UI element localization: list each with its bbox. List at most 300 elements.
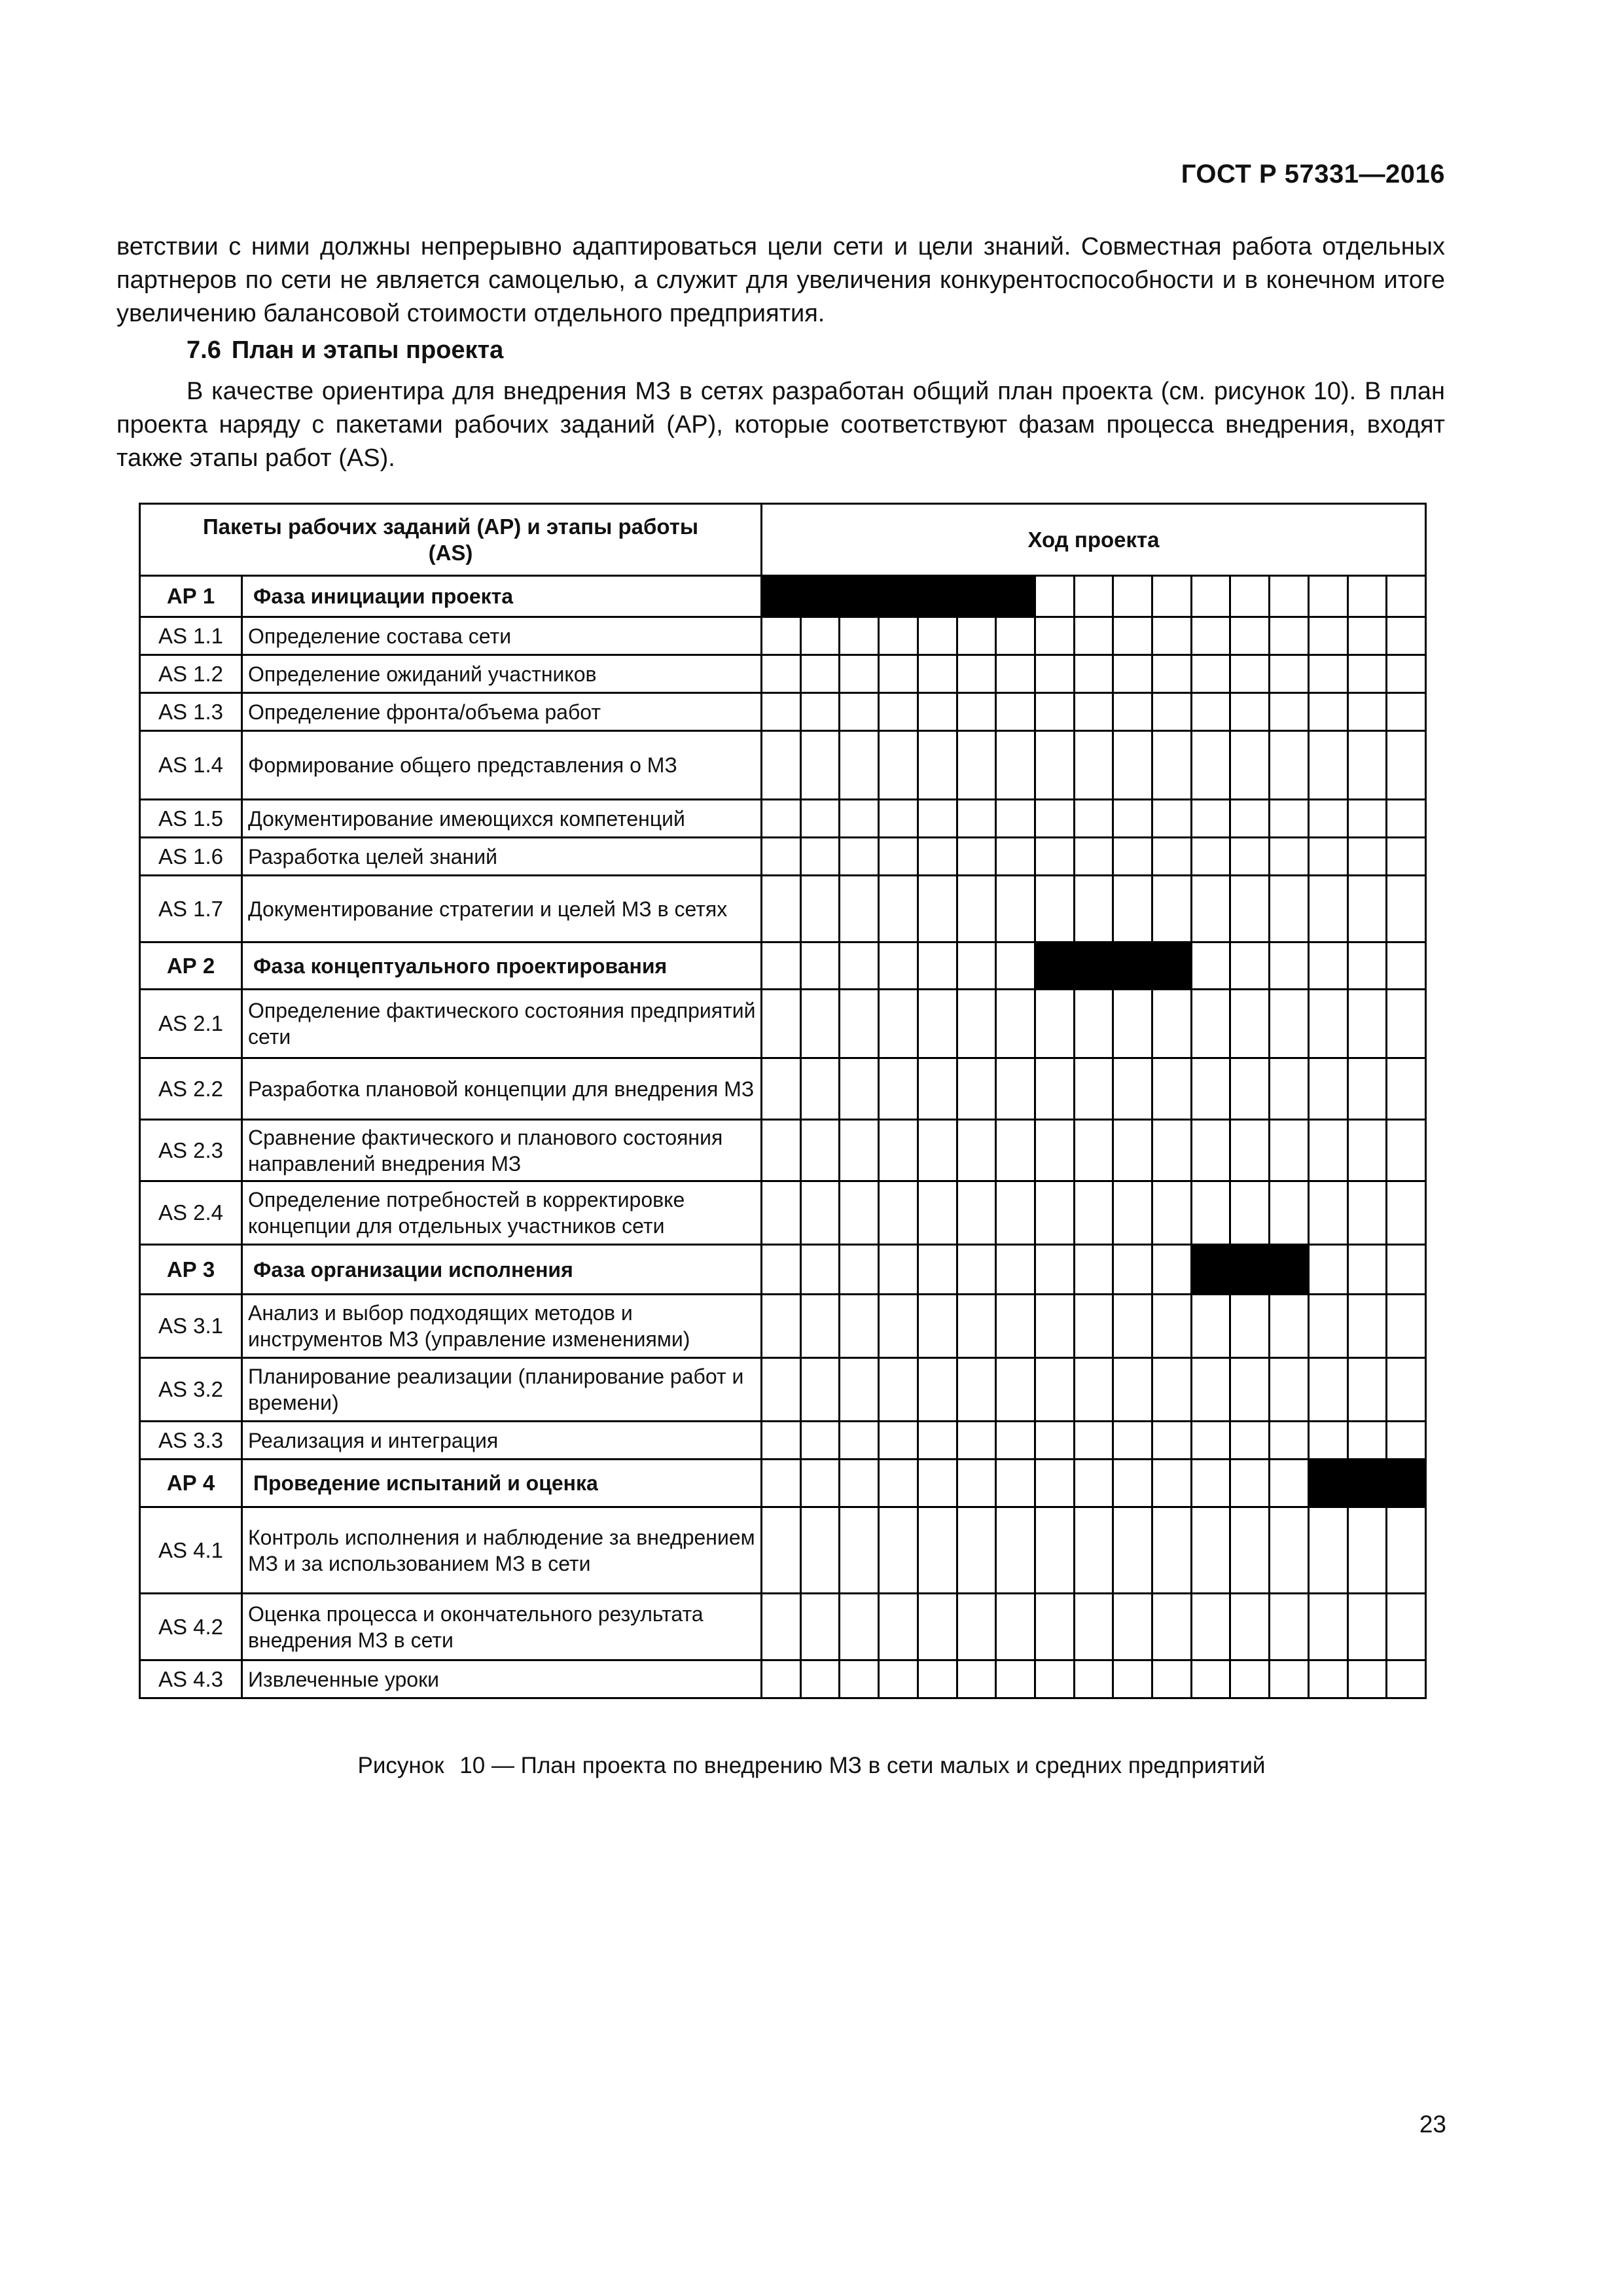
gantt-cell: [1152, 655, 1192, 693]
gantt-cell: [1347, 693, 1387, 731]
gantt-bar-cell: [1270, 1245, 1309, 1295]
gantt-cell: [996, 1460, 1035, 1507]
gantt-cell: [1387, 617, 1426, 655]
gantt-cell: [1074, 1120, 1113, 1181]
row-name: Определение состава сети: [242, 617, 762, 655]
gantt-cell: [1270, 1181, 1309, 1245]
gantt-cell: [1035, 617, 1074, 655]
gantt-cell: [1308, 800, 1347, 838]
row-name: Документирование стратегии и целей МЗ в сетях: [242, 876, 762, 942]
gantt-cell: [1191, 1460, 1230, 1507]
gantt-cell: [957, 1245, 996, 1295]
gantt-bar-cell: [918, 576, 957, 617]
gantt-cell: [1270, 1295, 1309, 1358]
gantt-cell: [1035, 731, 1074, 800]
row-name: Извлеченные уроки: [242, 1660, 762, 1698]
gantt-cell: [840, 1358, 879, 1422]
gantt-cell: [762, 990, 801, 1058]
work-stage-row: [140, 1422, 1426, 1460]
gantt-cell: [1113, 876, 1152, 942]
gantt-cell: [1035, 1594, 1074, 1660]
gantt-cell: [762, 731, 801, 800]
work-stage-row: [140, 1594, 1426, 1660]
gantt-cell: [1347, 731, 1387, 800]
row-code: AS 2.3: [140, 1120, 242, 1181]
gantt-cell: [1387, 990, 1426, 1058]
gantt-cell: [1308, 617, 1347, 655]
gantt-bar-cell: [879, 576, 918, 617]
gantt-cell: [840, 1594, 879, 1660]
gantt-cell: [762, 1058, 801, 1120]
gantt-cell: [1270, 1120, 1309, 1181]
gantt-cell: [1347, 838, 1387, 876]
gantt-cell: [800, 693, 840, 731]
gantt-cell: [996, 990, 1035, 1058]
figure-number: 10: [459, 1753, 486, 1778]
row-name: Контроль исполнения и наблюдение за внедрением МЗ и за использованием МЗ в сети: [242, 1507, 762, 1594]
gantt-cell: [1191, 942, 1230, 990]
row-name: Фаза концептуального проектирования: [242, 942, 762, 990]
figure-label: Рисунок: [357, 1753, 444, 1778]
gantt-cell: [957, 1358, 996, 1422]
row-name: Анализ и выбор подходящих методов и инструментов МЗ (управление изменениями): [242, 1295, 762, 1358]
gantt-cell: [1387, 1295, 1426, 1358]
table-header-row: [140, 504, 1426, 576]
section-heading: [187, 336, 503, 365]
row-name: Определение фронта/объема работ: [242, 693, 762, 731]
gantt-cell: [1113, 1660, 1152, 1698]
gantt-cell: [918, 693, 957, 731]
gantt-cell: [840, 838, 879, 876]
gantt-cell: [918, 1245, 957, 1295]
gantt-cell: [800, 1181, 840, 1245]
gantt-cell: [1387, 1120, 1426, 1181]
gantt-cell: [879, 1358, 918, 1422]
gantt-bar-cell: [1230, 1245, 1270, 1295]
gantt-cell: [1308, 1358, 1347, 1422]
gantt-cell: [1191, 1594, 1230, 1660]
gantt-cell: [1191, 693, 1230, 731]
gantt-cell: [879, 1181, 918, 1245]
gantt-cell: [1387, 1358, 1426, 1422]
gantt-cell: [1270, 1422, 1309, 1460]
gantt-cell: [1270, 1660, 1309, 1698]
figure-caption: [0, 1753, 1623, 1779]
gantt-cell: [1230, 990, 1270, 1058]
gantt-cell: [1191, 1181, 1230, 1245]
gantt-cell: [1074, 617, 1113, 655]
gantt-cell: [957, 1422, 996, 1460]
gantt-cell: [1113, 576, 1152, 617]
gantt-cell: [1152, 990, 1192, 1058]
gantt-cell: [879, 942, 918, 990]
gantt-cell: [1387, 576, 1426, 617]
gantt-cell: [1074, 1058, 1113, 1120]
gantt-cell: [762, 655, 801, 693]
gantt-cell: [996, 1507, 1035, 1594]
row-code: AS 1.2: [140, 655, 242, 693]
gantt-cell: [1074, 1295, 1113, 1358]
gantt-cell: [800, 1245, 840, 1295]
row-code: AS 4.1: [140, 1507, 242, 1594]
gantt-cell: [1191, 1120, 1230, 1181]
row-name: Документирование имеющихся компетенций: [242, 800, 762, 838]
gantt-cell: [1113, 617, 1152, 655]
work-stage-row: [140, 1295, 1426, 1358]
gantt-bar-cell: [762, 576, 801, 617]
gantt-cell: [1035, 1120, 1074, 1181]
gantt-cell: [1113, 1460, 1152, 1507]
gantt-cell: [1113, 1181, 1152, 1245]
gantt-cell: [1074, 800, 1113, 838]
gantt-cell: [1074, 1460, 1113, 1507]
gantt-cell: [879, 693, 918, 731]
gantt-cell: [1387, 731, 1426, 800]
gantt-cell: [1074, 693, 1113, 731]
gantt-cell: [957, 1181, 996, 1245]
gantt-cell: [957, 731, 996, 800]
gantt-cell: [918, 731, 957, 800]
gantt-cell: [957, 693, 996, 731]
gantt-cell: [1191, 1295, 1230, 1358]
row-code: AS 1.1: [140, 617, 242, 655]
gantt-cell: [1074, 1422, 1113, 1460]
gantt-cell: [996, 1358, 1035, 1422]
table-header-right: Ход проекта: [762, 504, 1426, 576]
gantt-cell: [879, 731, 918, 800]
work-package-row: [140, 576, 1426, 617]
gantt-cell: [1347, 800, 1387, 838]
gantt-cell: [1074, 1507, 1113, 1594]
row-name: Разработка целей знаний: [242, 838, 762, 876]
gantt-cell: [1270, 1058, 1309, 1120]
gantt-cell: [957, 1295, 996, 1358]
gantt-cell: [918, 1120, 957, 1181]
gantt-cell: [918, 1295, 957, 1358]
row-code: AS 2.2: [140, 1058, 242, 1120]
gantt-cell: [1113, 990, 1152, 1058]
section-paragraph: В качестве ориентира для внедрения МЗ в сетях разработан общий план проекта (см. рисунок 10). В план проекта наряду с пакетами рабочих заданий (АР), которые соответствуют фазам процесса внедрения, входят также этапы работ (AS).: [116, 378, 1445, 472]
gantt-cell: [879, 990, 918, 1058]
gantt-cell: [1387, 942, 1426, 990]
gantt-cell: [1347, 1120, 1387, 1181]
gantt-bar-cell: [996, 576, 1035, 617]
row-name: Планирование реализации (планирование работ и времени): [242, 1358, 762, 1422]
gantt-bar-cell: [1387, 1460, 1426, 1507]
gantt-cell: [879, 1660, 918, 1698]
gantt-cell: [1230, 617, 1270, 655]
row-code: AS 3.2: [140, 1358, 242, 1422]
gantt-cell: [957, 617, 996, 655]
gantt-cell: [918, 800, 957, 838]
intro-paragraph: ветствии с ними должны непрерывно адаптироваться цели сети и цели знаний. Совместная работа отдельных партнеров по сети не является самоцелью, а служит для увеличения конкурентоспособности и в конечном итоге увеличению балансовой стоимости отдельного предприятия.: [116, 233, 1445, 327]
project-plan-table: [139, 503, 1427, 1699]
gantt-cell: [957, 1507, 996, 1594]
gantt-cell: [1270, 576, 1309, 617]
gantt-cell: [800, 1295, 840, 1358]
gantt-cell: [1387, 1594, 1426, 1660]
gantt-cell: [1191, 1358, 1230, 1422]
gantt-cell: [1347, 617, 1387, 655]
gantt-cell: [1270, 731, 1309, 800]
gantt-cell: [879, 1245, 918, 1295]
gantt-cell: [1387, 1422, 1426, 1460]
gantt-cell: [996, 693, 1035, 731]
gantt-bar-cell: [1347, 1460, 1387, 1507]
gantt-cell: [1308, 1594, 1347, 1660]
gantt-cell: [1035, 1181, 1074, 1245]
gantt-cell: [1270, 655, 1309, 693]
gantt-cell: [918, 1507, 957, 1594]
gantt-cell: [1230, 655, 1270, 693]
row-code: АР 4: [140, 1460, 242, 1507]
row-code: AS 4.2: [140, 1594, 242, 1660]
gantt-cell: [1270, 990, 1309, 1058]
gantt-cell: [1035, 1058, 1074, 1120]
row-name: Сравнение фактического и планового состояния направлений внедрения МЗ: [242, 1120, 762, 1181]
gantt-cell: [762, 1422, 801, 1460]
gantt-cell: [800, 1660, 840, 1698]
gantt-cell: [840, 1422, 879, 1460]
gantt-cell: [1074, 838, 1113, 876]
gantt-cell: [1191, 1058, 1230, 1120]
section-title: План и этапы проекта: [231, 336, 504, 364]
gantt-cell: [800, 655, 840, 693]
gantt-cell: [762, 1460, 801, 1507]
gantt-cell: [800, 1058, 840, 1120]
gantt-cell: [957, 942, 996, 990]
gantt-cell: [1230, 800, 1270, 838]
gantt-cell: [1308, 1245, 1347, 1295]
gantt-cell: [1152, 1422, 1192, 1460]
work-stage-row: [140, 655, 1426, 693]
gantt-cell: [918, 838, 957, 876]
gantt-cell: [1308, 1181, 1347, 1245]
gantt-cell: [957, 1460, 996, 1507]
gantt-cell: [1230, 693, 1270, 731]
gantt-cell: [996, 1660, 1035, 1698]
gantt-cell: [1230, 1181, 1270, 1245]
gantt-cell: [996, 617, 1035, 655]
gantt-cell: [1270, 800, 1309, 838]
gantt-cell: [1191, 1660, 1230, 1698]
row-code: AS 1.3: [140, 693, 242, 731]
work-stage-row: [140, 1507, 1426, 1594]
gantt-cell: [840, 1660, 879, 1698]
gantt-cell: [1308, 1058, 1347, 1120]
gantt-bar-cell: [1191, 1245, 1230, 1295]
row-code: AS 1.4: [140, 731, 242, 800]
work-stage-row: [140, 1120, 1426, 1181]
gantt-cell: [840, 731, 879, 800]
gantt-cell: [1270, 617, 1309, 655]
gantt-cell: [762, 693, 801, 731]
gantt-cell: [1308, 838, 1347, 876]
gantt-cell: [996, 1120, 1035, 1181]
gantt-cell: [996, 838, 1035, 876]
gantt-cell: [1308, 655, 1347, 693]
document-header: ГОСТ Р 57331—2016: [1181, 160, 1445, 188]
gantt-cell: [840, 1245, 879, 1295]
gantt-cell: [879, 1422, 918, 1460]
gantt-cell: [1152, 1058, 1192, 1120]
gantt-cell: [762, 1507, 801, 1594]
gantt-bar-cell: [840, 576, 879, 617]
gantt-cell: [996, 876, 1035, 942]
gantt-cell: [1387, 693, 1426, 731]
gantt-cell: [762, 876, 801, 942]
gantt-cell: [1152, 1660, 1192, 1698]
gantt-cell: [1270, 1507, 1309, 1594]
gantt-cell: [800, 876, 840, 942]
table-header-left: Пакеты рабочих заданий (АР) и этапы работы (AS): [140, 504, 762, 576]
gantt-cell: [1347, 1422, 1387, 1460]
gantt-cell: [1113, 1422, 1152, 1460]
gantt-cell: [840, 990, 879, 1058]
gantt-cell: [1191, 876, 1230, 942]
gantt-cell: [840, 1181, 879, 1245]
gantt-cell: [1074, 1245, 1113, 1295]
work-stage-row: [140, 1660, 1426, 1698]
gantt-cell: [1270, 838, 1309, 876]
gantt-cell: [1035, 1507, 1074, 1594]
gantt-cell: [996, 1058, 1035, 1120]
gantt-cell: [996, 731, 1035, 800]
gantt-cell: [1191, 576, 1230, 617]
gantt-cell: [800, 731, 840, 800]
gantt-cell: [1230, 1460, 1270, 1507]
gantt-cell: [879, 876, 918, 942]
gantt-cell: [1074, 576, 1113, 617]
gantt-cell: [1308, 693, 1347, 731]
row-name: Фаза организации исполнения: [242, 1245, 762, 1295]
page-number: 23: [1419, 2111, 1446, 2138]
gantt-cell: [1347, 655, 1387, 693]
gantt-cell: [1270, 876, 1309, 942]
gantt-cell: [879, 800, 918, 838]
gantt-cell: [800, 942, 840, 990]
gantt-cell: [1387, 1245, 1426, 1295]
gantt-cell: [1152, 1181, 1192, 1245]
gantt-cell: [1035, 876, 1074, 942]
gantt-bar-cell: [1152, 942, 1192, 990]
gantt-cell: [1191, 1422, 1230, 1460]
gantt-cell: [918, 1660, 957, 1698]
row-code: AS 2.1: [140, 990, 242, 1058]
gantt-cell: [762, 617, 801, 655]
gantt-bar-cell: [800, 576, 840, 617]
gantt-cell: [800, 1594, 840, 1660]
gantt-cell: [762, 1181, 801, 1245]
gantt-cell: [1074, 990, 1113, 1058]
gantt-cell: [918, 876, 957, 942]
gantt-cell: [1035, 1295, 1074, 1358]
gantt-cell: [1074, 876, 1113, 942]
gantt-cell: [1347, 990, 1387, 1058]
gantt-cell: [1113, 1358, 1152, 1422]
gantt-cell: [800, 1422, 840, 1460]
row-code: АР 3: [140, 1245, 242, 1295]
gantt-cell: [1191, 655, 1230, 693]
row-code: AS 3.3: [140, 1422, 242, 1460]
gantt-cell: [1074, 1594, 1113, 1660]
gantt-cell: [918, 655, 957, 693]
gantt-cell: [996, 655, 1035, 693]
row-name: Определение ожиданий участников: [242, 655, 762, 693]
gantt-cell: [840, 617, 879, 655]
gantt-cell: [1308, 1660, 1347, 1698]
gantt-cell: [1074, 1181, 1113, 1245]
gantt-cell: [1230, 876, 1270, 942]
gantt-cell: [1074, 731, 1113, 800]
gantt-cell: [996, 1594, 1035, 1660]
gantt-cell: [1191, 800, 1230, 838]
gantt-cell: [762, 1660, 801, 1698]
gantt-cell: [1113, 838, 1152, 876]
gantt-cell: [1113, 1120, 1152, 1181]
gantt-cell: [1152, 617, 1192, 655]
gantt-cell: [1387, 1660, 1426, 1698]
gantt-cell: [1270, 1594, 1309, 1660]
row-name: Фаза инициации проекта: [242, 576, 762, 617]
gantt-cell: [1074, 1660, 1113, 1698]
gantt-cell: [1308, 1120, 1347, 1181]
gantt-cell: [996, 1422, 1035, 1460]
row-code: AS 1.6: [140, 838, 242, 876]
gantt-cell: [1230, 838, 1270, 876]
gantt-cell: [1347, 1660, 1387, 1698]
gantt-cell: [957, 838, 996, 876]
gantt-cell: [1191, 731, 1230, 800]
row-name: Формирование общего представления о МЗ: [242, 731, 762, 800]
gantt-cell: [762, 800, 801, 838]
gantt-cell: [996, 1245, 1035, 1295]
gantt-cell: [879, 1295, 918, 1358]
gantt-cell: [1152, 1594, 1192, 1660]
gantt-cell: [1230, 1594, 1270, 1660]
work-stage-row: [140, 617, 1426, 655]
work-package-row: [140, 1460, 1426, 1507]
row-code: AS 1.5: [140, 800, 242, 838]
gantt-cell: [1347, 1295, 1387, 1358]
gantt-cell: [1035, 1660, 1074, 1698]
gantt-cell: [1387, 876, 1426, 942]
gantt-cell: [879, 1120, 918, 1181]
gantt-cell: [957, 1058, 996, 1120]
gantt-bar-cell: [1308, 1460, 1347, 1507]
gantt-cell: [1387, 838, 1426, 876]
gantt-cell: [879, 1460, 918, 1507]
gantt-cell: [1230, 1120, 1270, 1181]
row-name: Определение фактического состояния предприятий сети: [242, 990, 762, 1058]
gantt-cell: [918, 1181, 957, 1245]
gantt-cell: [1308, 1295, 1347, 1358]
gantt-cell: [1113, 1594, 1152, 1660]
gantt-cell: [1347, 876, 1387, 942]
table-body: [140, 576, 1426, 1698]
gantt-cell: [1347, 576, 1387, 617]
gantt-cell: [800, 1120, 840, 1181]
gantt-cell: [1308, 731, 1347, 800]
gantt-cell: [762, 838, 801, 876]
gantt-cell: [1074, 655, 1113, 693]
gantt-bar-cell: [1074, 942, 1113, 990]
gantt-cell: [840, 1507, 879, 1594]
work-stage-row: [140, 876, 1426, 942]
gantt-cell: [996, 1181, 1035, 1245]
gantt-cell: [1347, 1358, 1387, 1422]
gantt-cell: [1230, 731, 1270, 800]
